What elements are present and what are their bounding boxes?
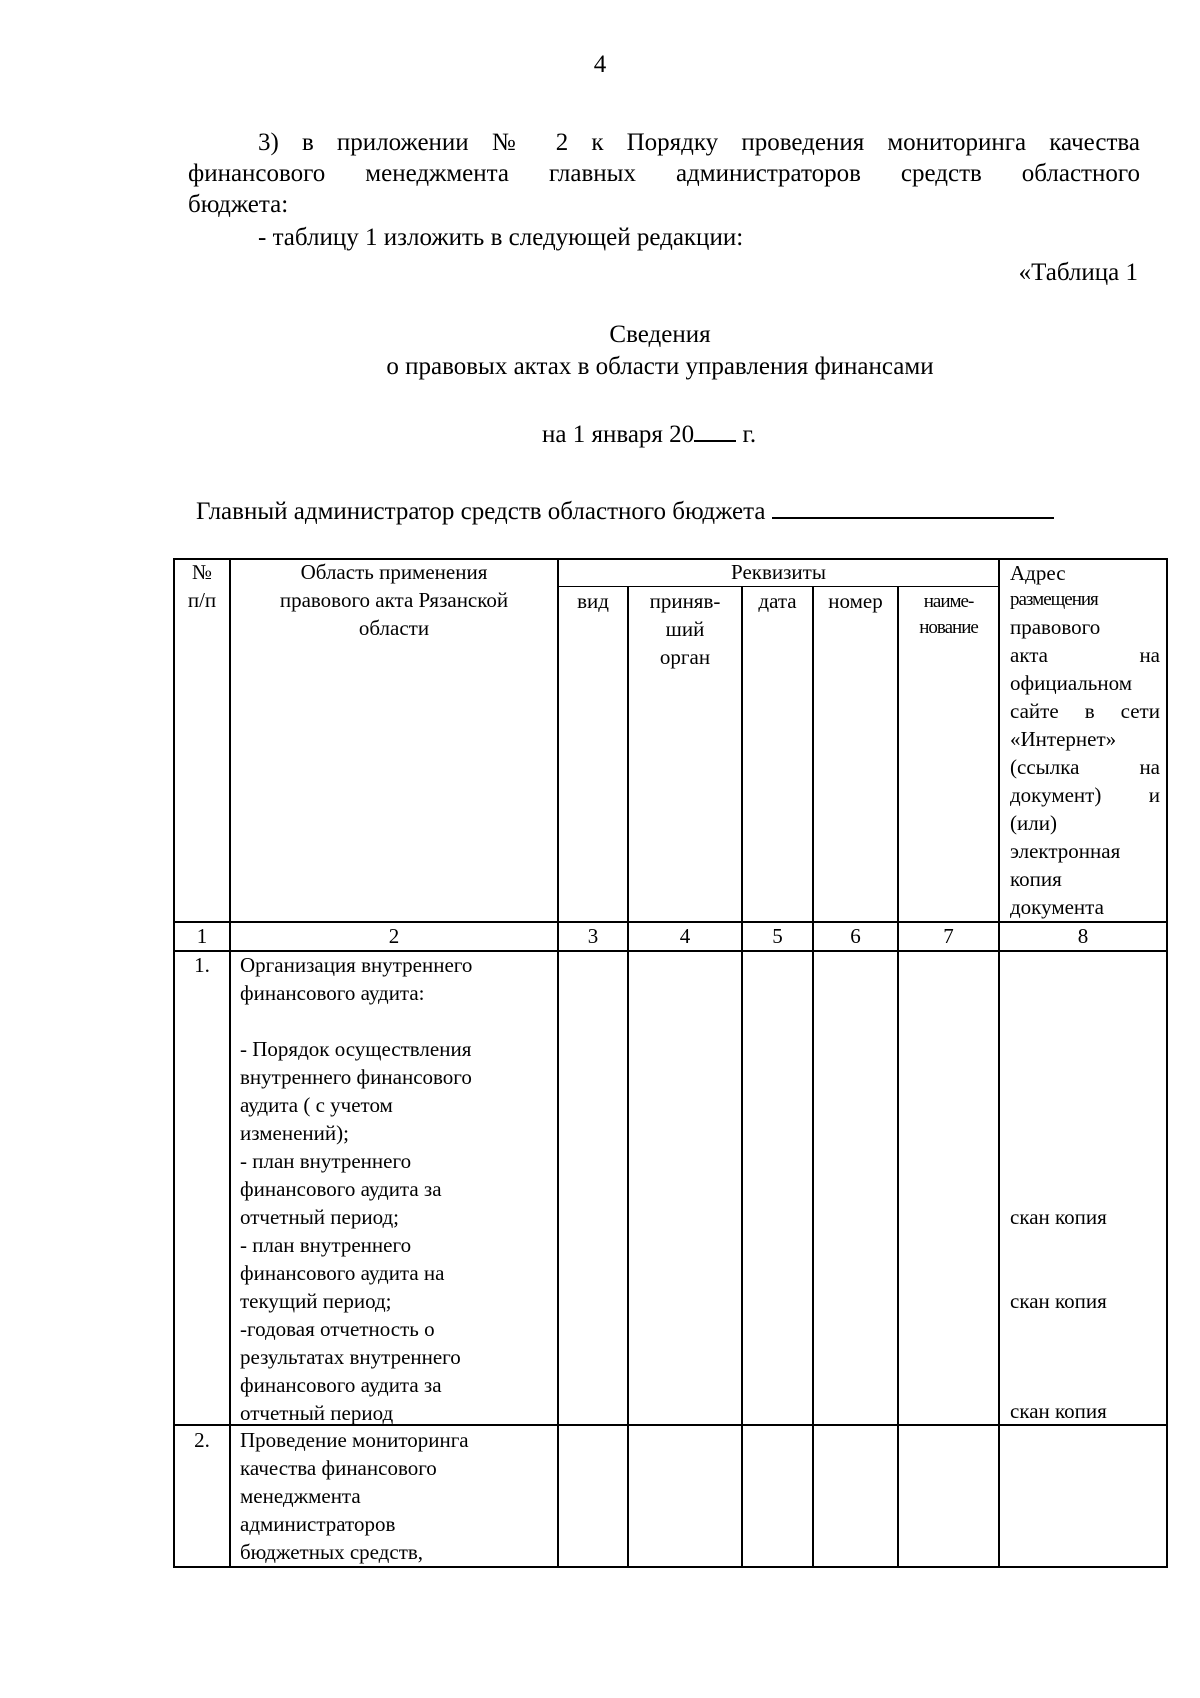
header-type: вид — [577, 589, 609, 613]
date-suffix: г. — [742, 421, 757, 448]
intro-line-2: финансового менеджмента главных администраторов средств областного — [188, 160, 1140, 187]
row-1-area — [240, 951, 555, 1427]
header-num-line: п/п — [187, 588, 217, 612]
header-number: номер — [828, 589, 883, 613]
header-area-line: правового акта Рязанской — [279, 588, 509, 612]
header-address-line: «Интернет» — [1010, 727, 1117, 751]
intro-line-1: 3) в приложении № 2 к Порядку проведения мониторинга качества — [258, 129, 1140, 156]
header-address-line — [1010, 781, 1160, 809]
row-1-area-line: финансового аудита на — [240, 1261, 445, 1285]
row-2-area-line: менеджмента — [240, 1484, 361, 1508]
table-bottom-border — [173, 1566, 1168, 1568]
header-organ-line: ший — [665, 617, 705, 641]
header-address-word: сети — [1120, 699, 1160, 723]
heading-date — [542, 418, 756, 449]
header-requisites: Реквизиты — [731, 560, 826, 584]
header-name-line: нование — [919, 617, 978, 638]
header-address-line — [1010, 697, 1160, 725]
row-1-area-line: финансового аудита за — [240, 1177, 442, 1201]
admin-label: Главный администратор средств областного бюджета — [196, 498, 766, 525]
row-1-area-line: отчетный период; — [240, 1205, 400, 1229]
row-2-area-line: администраторов — [240, 1512, 396, 1536]
row-1-area-line: отчетный период — [240, 1401, 394, 1425]
row-1-area-line: - Порядок осуществления — [240, 1037, 472, 1061]
header-organ — [629, 587, 741, 671]
header-address-word: на — [1139, 643, 1160, 667]
intro-line-3: бюджета: — [188, 191, 289, 218]
col-border-6 — [897, 587, 899, 1568]
header-address-line: официальном — [1010, 671, 1133, 695]
scan-copy-note: скан копия — [1010, 1289, 1107, 1313]
header-address-line: Адрес — [1010, 561, 1066, 585]
row-1-area-line: финансового аудита: — [240, 981, 425, 1005]
header-address-word: акта — [1010, 643, 1049, 667]
header-address-line: электронная — [1010, 839, 1121, 863]
table-label: «Таблица 1 — [1018, 259, 1138, 286]
header-name-line: наиме- — [923, 591, 974, 612]
scan-copy-note: скан копия — [1010, 1205, 1107, 1229]
col-border-5 — [812, 587, 814, 1568]
row-2-area-line: бюджетных средств, — [240, 1540, 424, 1564]
row-1-area-line: аудита ( с учетом — [240, 1093, 393, 1117]
page-number: 4 — [593, 51, 607, 78]
row-1-area-gap — [240, 1007, 555, 1035]
header-date: дата — [758, 589, 797, 613]
year-blank — [694, 418, 736, 442]
col-number: 4 — [679, 924, 691, 948]
row-2-area-line: качества финансового — [240, 1456, 437, 1480]
header-area-line: Область применения — [300, 560, 488, 584]
header-organ-line: орган — [659, 645, 711, 669]
header-address-word: документ) — [1010, 783, 1102, 807]
heading-subtitle: о правовых актах в области управления финансами — [386, 353, 934, 380]
row-1-area-line: - план внутреннего — [240, 1149, 412, 1173]
row-1-area-line: Организация внутреннего — [240, 953, 473, 977]
col-number: 5 — [772, 924, 783, 948]
row-2-area — [240, 1426, 555, 1566]
header-organ-line: приняв- — [649, 589, 721, 613]
row-1-area-line: результатах внутреннего — [240, 1345, 461, 1369]
col-number: 8 — [1077, 924, 1089, 948]
intro-line-4: - таблицу 1 изложить в следующей редакции: — [258, 224, 744, 251]
row-1-area-line: финансового аудита за — [240, 1373, 442, 1397]
row-1-area-line: -годовая отчетность о — [240, 1317, 435, 1341]
header-address-word: в — [1084, 699, 1095, 723]
header-address-line — [1010, 641, 1160, 669]
header-address-line: размещения — [1010, 589, 1098, 610]
date-prefix: на 1 января 20 — [542, 421, 695, 448]
heading-title: Сведения — [609, 321, 711, 348]
row-1-area-line: - план внутреннего — [240, 1233, 412, 1257]
col-border-7 — [998, 558, 1000, 1568]
row-1-num: 1. — [194, 953, 210, 977]
col-number: 3 — [587, 924, 599, 948]
row-2-num: 2. — [194, 1428, 210, 1452]
col-number: 7 — [943, 924, 954, 948]
col-number: 2 — [388, 924, 400, 948]
row-1-area-line: изменений); — [240, 1121, 349, 1145]
header-address-line — [1010, 753, 1160, 781]
header-address-word: (ссылка — [1010, 755, 1080, 779]
col-border-3 — [627, 587, 629, 1568]
header-address-line: копия — [1010, 867, 1062, 891]
header-name — [899, 589, 998, 641]
col-number: 1 — [196, 924, 208, 948]
row-1-area-line: внутреннего финансового — [240, 1065, 472, 1089]
header-address-line: правового — [1010, 615, 1101, 639]
col-border-1 — [229, 558, 231, 1568]
col-border-2 — [557, 558, 559, 1568]
header-area-line: области — [358, 616, 430, 640]
header-address-line: (или) — [1010, 811, 1057, 835]
admin-blank — [772, 495, 1054, 519]
header-address-word: на — [1139, 755, 1160, 779]
header-address-word: сайте — [1010, 699, 1059, 723]
col-border-0 — [173, 558, 175, 1568]
header-num-line: № — [191, 560, 213, 584]
row-2-area-line: Проведение мониторинга — [240, 1428, 469, 1452]
admin-line — [196, 495, 1054, 526]
header-address-word: и — [1148, 783, 1160, 807]
header-address-line: документа — [1010, 895, 1104, 919]
header-area — [231, 558, 557, 642]
scan-copy-note: скан копия — [1010, 1399, 1107, 1423]
col-border-4 — [741, 587, 743, 1568]
row-1-area-line: текущий период; — [240, 1289, 392, 1313]
col-border-8 — [1166, 558, 1168, 1568]
header-num — [175, 558, 229, 614]
header-address — [1010, 559, 1160, 921]
col-number: 6 — [850, 924, 861, 948]
